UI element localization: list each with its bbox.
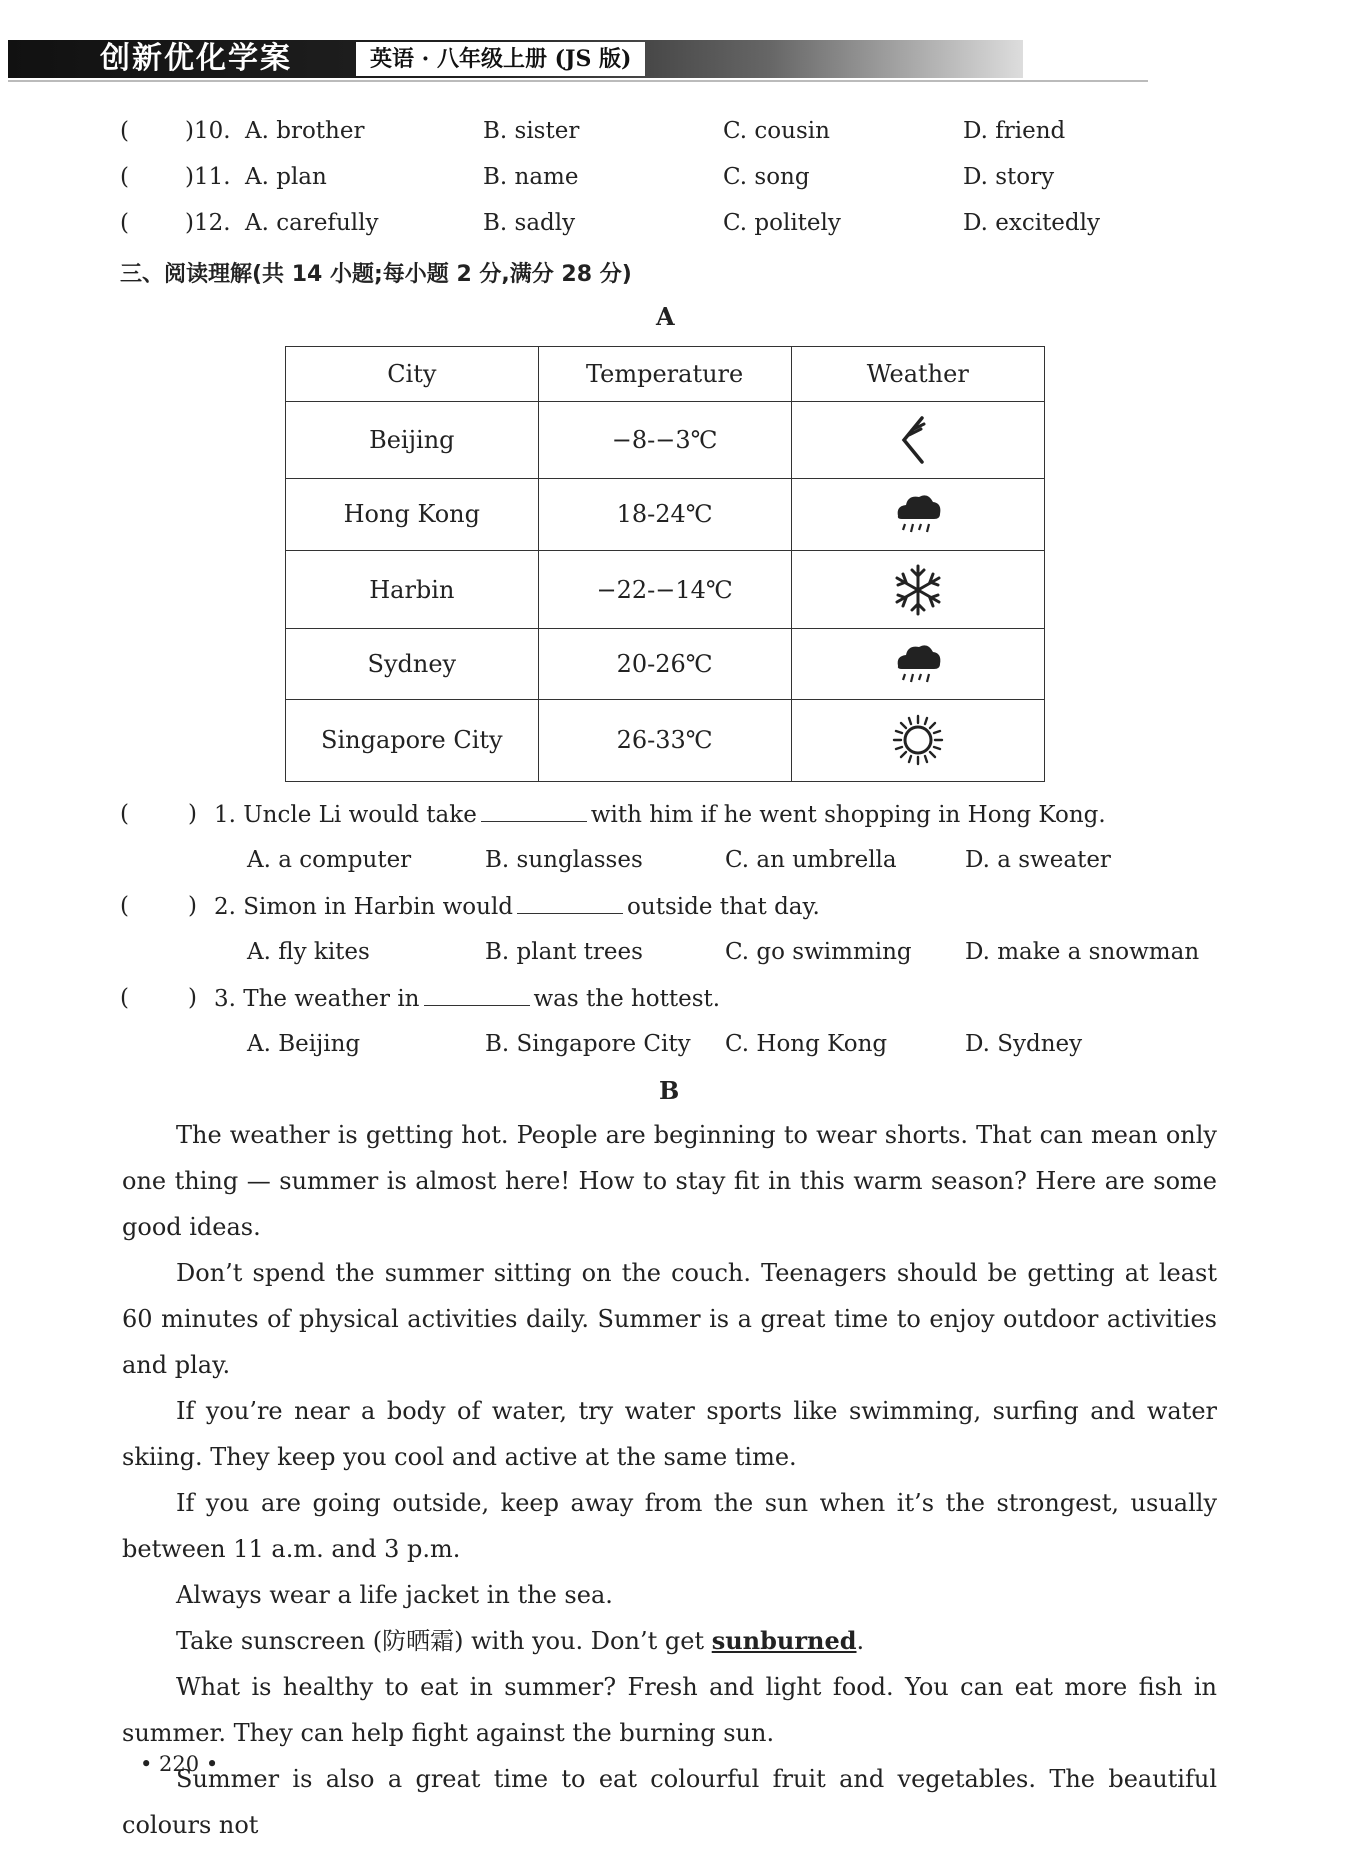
weather-cell xyxy=(791,550,1044,628)
temperature-cell: 26-33℃ xyxy=(538,699,791,781)
table-row xyxy=(286,550,1045,628)
table-row xyxy=(286,478,1045,550)
city-cell: Singapore City xyxy=(286,699,539,781)
weather-cell xyxy=(791,629,1044,699)
option-a: A. fly kites xyxy=(247,939,370,965)
question-stem-start: Uncle Li would take xyxy=(243,802,477,828)
weather-cell xyxy=(791,699,1044,781)
weather-cell xyxy=(791,478,1044,550)
option-c: C. politely xyxy=(723,210,841,236)
question-number: 1. xyxy=(214,802,236,828)
answer-blank xyxy=(424,985,530,1006)
weather-table xyxy=(285,346,1045,782)
temperature-cell: 20-26℃ xyxy=(538,629,791,699)
question-stem-start: The weather in xyxy=(243,986,420,1012)
section-heading: 三、阅读理解(共 14 小题;每小题 2 分,满分 28 分) xyxy=(120,262,632,287)
city-cell: Harbin xyxy=(286,550,539,628)
rain-cloud-icon xyxy=(890,486,946,542)
option-b: B. sunglasses xyxy=(485,847,643,873)
temperature-cell: −8-−3℃ xyxy=(538,402,791,478)
question-stem-end: outside that day. xyxy=(627,894,820,920)
cloze-number: )12. xyxy=(185,210,231,236)
header-temperature: Temperature xyxy=(538,347,791,402)
option-d: D. Sydney xyxy=(965,1031,1083,1057)
paragraph: Summer is also a great time to eat colourful fruit and vegetables. The beautiful colours not xyxy=(122,1765,1217,1839)
question-number: 3. xyxy=(214,986,236,1012)
answer-paren-close: ) xyxy=(188,801,197,827)
header-brand: 创新优化学案 xyxy=(100,41,292,76)
page-header xyxy=(0,0,1350,90)
weather-cell xyxy=(791,402,1044,478)
paragraph: What is healthy to eat in summer? Fresh and light food. You can eat more fish in summer. They can help fight against the burning sun. xyxy=(122,1673,1217,1747)
option-d: D. story xyxy=(963,164,1055,190)
rain-cloud-icon xyxy=(890,636,946,692)
answer-paren-close: ) xyxy=(188,985,197,1011)
option-a: A. Beijing xyxy=(247,1031,361,1057)
header-weather: Weather xyxy=(791,347,1044,402)
cloze-number: )10. xyxy=(185,118,231,144)
question-stem-end: was the hottest. xyxy=(533,986,721,1012)
cloze-paren: ( xyxy=(120,210,129,236)
option-b: B. Singapore City xyxy=(485,1031,691,1057)
answer-blank xyxy=(481,801,587,822)
paragraph: If you are going outside, keep away from the sun when it’s the strongest, usually between 11 a.m. and 3 p.m. xyxy=(122,1489,1217,1563)
underlined-word: sunburned xyxy=(711,1626,857,1655)
option-c: C. go swimming xyxy=(725,939,912,965)
header-city: City xyxy=(286,347,539,402)
answer-blank xyxy=(517,893,623,914)
temperature-cell: 18-24℃ xyxy=(538,478,791,550)
option-a: A. plan xyxy=(245,164,327,190)
answer-paren-close: ) xyxy=(188,893,197,919)
city-cell: Beijing xyxy=(286,402,539,478)
option-c: C. song xyxy=(723,164,810,190)
option-c: C. an umbrella xyxy=(725,847,897,873)
page-number: • 220 • xyxy=(140,1752,219,1776)
cloze-paren: ( xyxy=(120,164,129,190)
paragraph: Don’t spend the summer sitting on the couch. Teenagers should be getting at least 60 minutes of physical activities daily. Summer is a great time to enjoy outdoor activities and play. xyxy=(122,1259,1217,1379)
part-b-label: B xyxy=(659,1076,680,1105)
table-row xyxy=(286,629,1045,699)
temperature-cell: −22-−14℃ xyxy=(538,550,791,628)
table-header-row xyxy=(286,347,1045,402)
paragraph: The weather is getting hot. People are beginning to wear shorts. That can mean only one thing — summer is almost here! How to stay fit in this warm season? Here are some good ideas. xyxy=(122,1121,1217,1241)
option-d: D. a sweater xyxy=(965,847,1111,873)
option-c: C. Hong Kong xyxy=(725,1031,888,1057)
option-d: D. make a snowman xyxy=(965,939,1200,965)
cloze-number: )11. xyxy=(185,164,231,190)
question-stem-end: with him if he went shopping in Hong Kong. xyxy=(590,802,1106,828)
option-d: D. excitedly xyxy=(963,210,1100,236)
answer-paren: ( xyxy=(120,985,129,1011)
option-a: A. carefully xyxy=(245,210,379,236)
question-text xyxy=(214,801,1106,828)
question-stem-start: Simon in Harbin would xyxy=(243,894,514,920)
option-a: A. brother xyxy=(245,118,365,144)
paragraph-text: Take sunscreen (防晒霜) with you. Don’t get xyxy=(176,1627,705,1655)
part-a-label: A xyxy=(656,302,675,331)
paragraph-text-end: . xyxy=(856,1627,865,1655)
sun-icon xyxy=(890,712,946,768)
snowflake-icon xyxy=(890,562,946,618)
paragraph xyxy=(122,1618,1217,1664)
question-number: 2. xyxy=(214,894,236,920)
question-text xyxy=(214,893,820,920)
passage-b xyxy=(122,1112,1217,1848)
cloze-paren: ( xyxy=(120,118,129,144)
city-cell: Hong Kong xyxy=(286,478,539,550)
option-b: B. sadly xyxy=(483,210,576,236)
option-b: B. plant trees xyxy=(485,939,643,965)
option-d: D. friend xyxy=(963,118,1066,144)
answer-paren: ( xyxy=(120,893,129,919)
table-row xyxy=(286,402,1045,478)
wind-icon xyxy=(890,412,946,468)
answer-paren: ( xyxy=(120,801,129,827)
option-c: C. cousin xyxy=(723,118,830,144)
option-b: B. sister xyxy=(483,118,580,144)
paragraph: Always wear a life jacket in the sea. xyxy=(176,1581,613,1609)
header-rule xyxy=(8,80,1148,82)
city-cell: Sydney xyxy=(286,629,539,699)
header-subtitle: 英语 · 八年级上册 (JS 版) xyxy=(356,42,645,76)
paragraph: If you’re near a body of water, try water sports like swimming, surfing and water skiing. They keep you cool and active at the same time. xyxy=(122,1397,1217,1471)
option-a: A. a computer xyxy=(247,847,412,873)
option-b: B. name xyxy=(483,164,579,190)
question-text xyxy=(214,985,720,1012)
table-row xyxy=(286,699,1045,781)
